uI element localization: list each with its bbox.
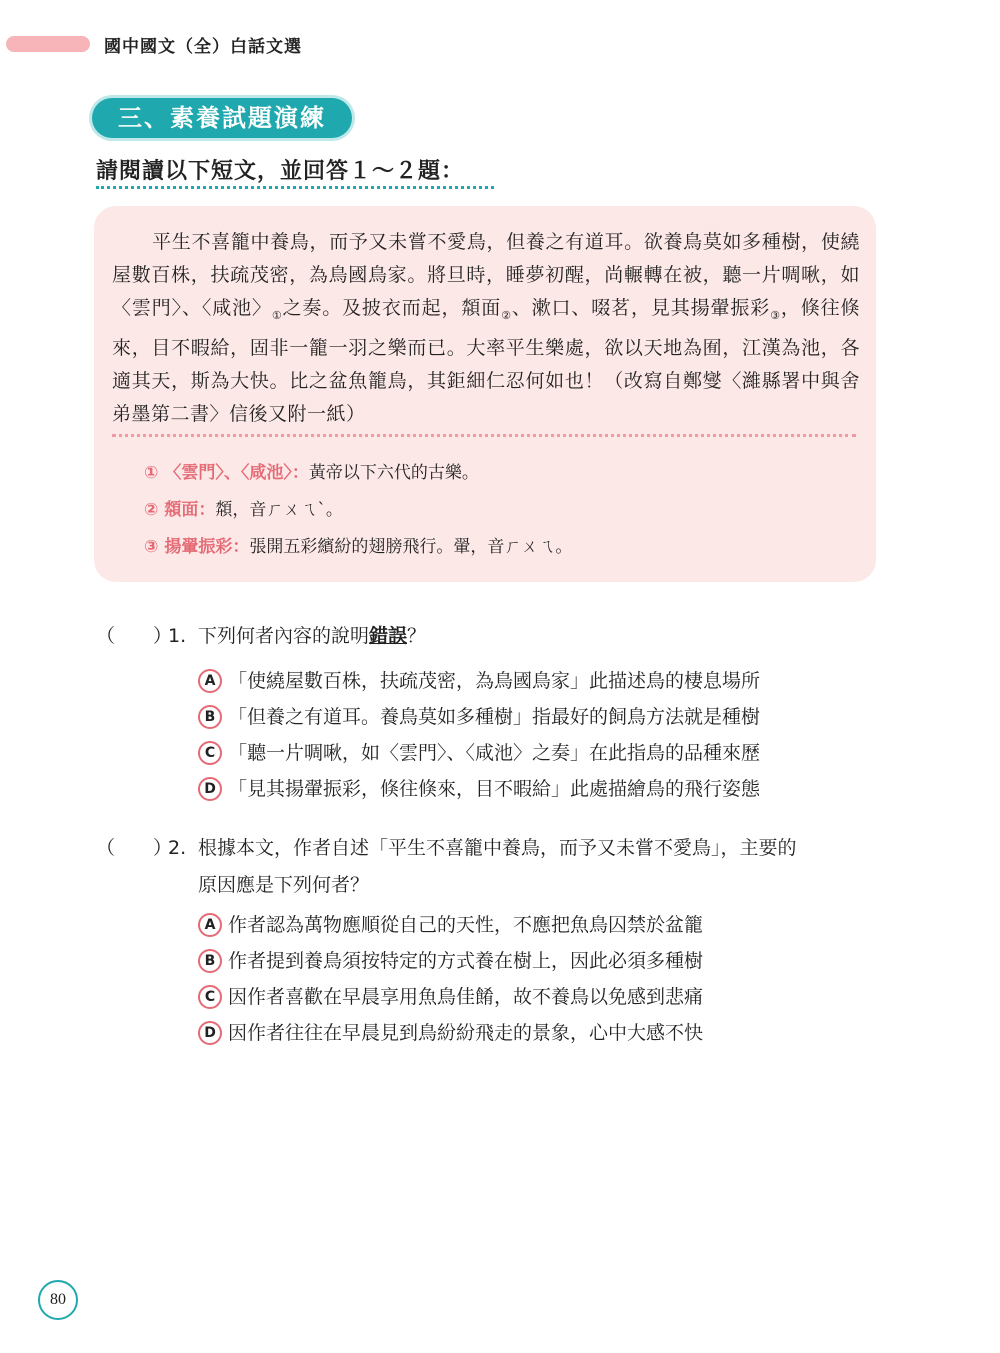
note-3: ③ 揚翬振彩：張開五彩繽紛的翅膀飛行。翬，音ㄏㄨㄟ。 [144,537,573,557]
footnote-marker-3: ③ [770,308,781,322]
header-accent-bar [6,36,90,52]
page-number: 80 [38,1280,78,1320]
note-2: ② 頮面：頮，音ㄏㄨㄟˋ。 [144,500,343,520]
q2-option-d[interactable]: D 因作者往往在早晨見到鳥紛紛飛走的景象，心中大感不快 [198,1018,703,1045]
passage-text: 平生不喜籠中養鳥，而予又未嘗不愛鳥，但養之有道耳。欲養鳥莫如多種樹，使繞屋數百株，扶疏茂密，為鳥國鳥家。將旦時，睡夢初醒，尚輾轉在被，聽一片啁啾，如〈雲門〉、〈咸池〉$_①$之奏。及披衣而起，頮面$_②$、漱口、啜茗，見其揚翬振彩$_③$，倏往倏來，目不暇給，固非一籠一羽之樂而已。大率平生樂處，欲以天地為囿，江漢為池，各適其天，斯為大快。比之盆魚籠鳥，其鉅細仁忍何如也！（改寫自鄭燮〈濰縣署中與舍弟墨第二書〉信後又附一紙） [112,231,860,425]
instruction-text: 請閱讀以下短文，並回答１～２題： [96,159,465,184]
q2-option-b[interactable]: B 作者提到養鳥須按特定的方式養在樹上，因此必須多種樹 [198,946,703,973]
q2-option-c[interactable]: C 因作者喜歡在早晨享用魚鳥佳餚，故不養鳥以免感到悲痛 [198,982,703,1009]
section-title: 三、素養試題演練 [92,98,352,138]
question-2-stem: （ ）2. 根據本文，作者自述「平生不喜籠中養鳥，而予又未嘗不愛鳥」，主要的 [96,832,797,865]
answer-blank-2[interactable]: （ ） [96,837,173,859]
question-1-stem: （ ）1. 下列何者內容的說明錯誤？ [96,620,426,653]
answer-blank-1[interactable]: （ ） [96,625,173,647]
q1-option-d[interactable]: D 「見其揚翬振彩，倏往倏來，目不暇給」此處描繪鳥的飛行姿態 [198,774,760,801]
q1-option-b[interactable]: B 「但養之有道耳。養鳥莫如多種樹」指最好的飼鳥方法就是種樹 [198,702,760,729]
q1-option-c[interactable]: C 「聽一片啁啾，如〈雲門〉、〈咸池〉之奏」在此指鳥的品種來歷 [198,738,760,765]
running-header: 國中國文（全）白話文選 [104,37,302,57]
footnote-marker-2: ② [501,308,512,322]
q1-option-a[interactable]: A 「使繞屋數百株，扶疏茂密，為鳥國鳥家」此描述鳥的棲息場所 [198,666,760,693]
q2-option-a[interactable]: A 作者認為萬物應順從自己的天性，不應把魚鳥囚禁於盆籠 [198,910,703,937]
footnote-marker-1: ① [271,308,283,322]
passage-divider [112,434,856,437]
question-2-stem-cont: 原因應是下列何者？ [198,874,370,896]
note-1: ① 〈雲門〉、〈咸池〉：黃帝以下六代的古樂。 [144,463,479,483]
instruction-underline [96,186,494,189]
